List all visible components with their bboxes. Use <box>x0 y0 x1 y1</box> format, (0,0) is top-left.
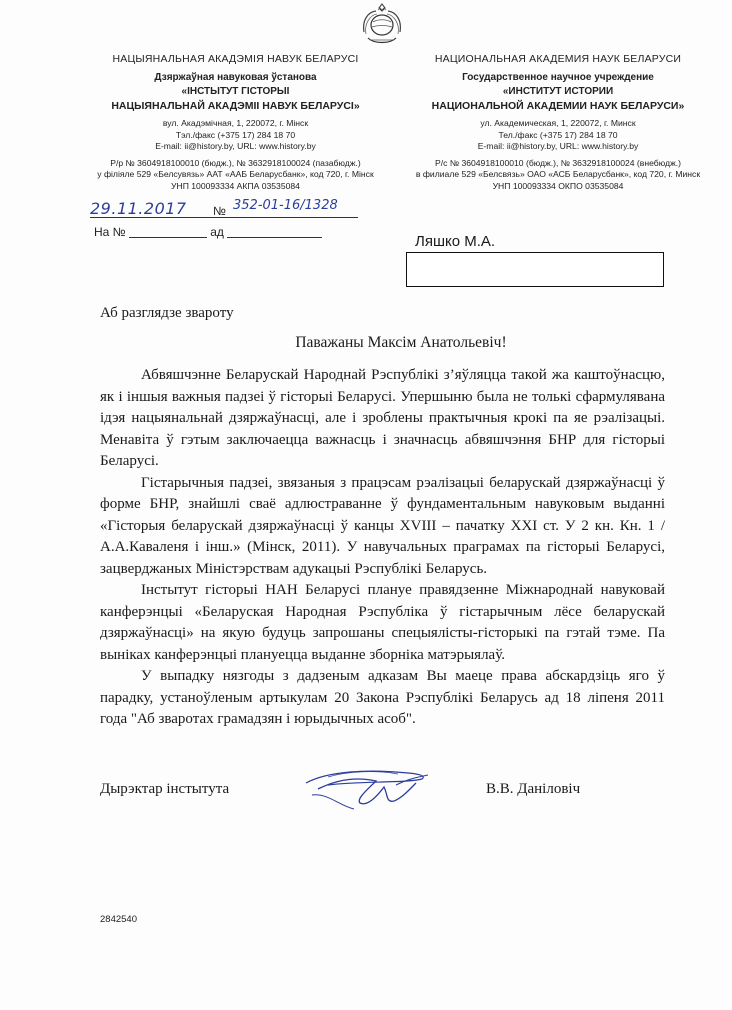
institution-type-ru: Государственное научное учреждение <box>462 72 654 83</box>
bank-account-by: Р/р № 3604918100010 (бюдж.), № 3632918100024 (пазабюдж.) <box>110 157 361 168</box>
body-paragraph: У выпадку нязгоды з дадзеным адказам Вы маеце права абскардзіць яго ў парадку, устаноўленым артыкулам 20 Закона Рэспублікі Беларусь ад 18 ліпеня 2011 года "Аб зваротах грамадзян і юрыдычных асоб". <box>100 668 665 727</box>
reply-reference <box>94 225 342 239</box>
body-paragraph: Гістарычныя падзеі, звязаныя з працэсам рэалізацыі беларускай дзяржаўнасці ў форме БНР, знайшлі сваё адлюстраванне ў фундаментальным навуковым выданні «Гісторыя беларускай дзяржаўнасці ў канцы XVIII – пачатку XXI ст. У 2 кн. Кн. 1 / А.А.Каваленя і інш.» (Мінск, 2011). У навучальных праграмах па гісторыі Беларусі, зацверджаных Міністэрствам адукацыі Рэспублікі Беларусь. <box>100 474 665 577</box>
academy-name-by: НАЦЫЯНАЛЬНАЯ АКАДЭМІЯ НАВУК БЕЛАРУСІ <box>112 53 359 65</box>
body-paragraph: Абвяшчэнне Беларускай Народнай Рэспублікі з’яўляцца такой жа каштоўнасцю, як і іншыя важныя падзеі ў гісторыі Беларусі. Упершыню была не толькі сфармулявана ідэя нацыянальнай дзяржаўнасці, але і зроблены практычныя крокі па яе рэалізацыі. Менавіта ў гэтым заключаецца важнасць і значнасць абвяшчэння БНР для гісторыі Беларусі. <box>100 367 665 469</box>
tax-ids-ru: УНП 100093334 ОКПО 03535084 <box>492 180 624 191</box>
academy-name-ru: НАЦИОНАЛЬНАЯ АКАДЕМИЯ НАУК БЕЛАРУСИ <box>434 53 682 65</box>
email-by: E-mail: ii@history.by, URL: www.history.by <box>155 141 316 151</box>
coat-of-arms-icon <box>358 2 406 48</box>
institution-name-ru: «ИНСТИТУТ ИСТОРИИ <box>502 86 614 97</box>
header-left <box>88 53 383 192</box>
institution-type-by: Дзяржаўная навуковая ўстанова <box>154 72 317 83</box>
addressee-name: Ляшко М.А. <box>415 233 496 250</box>
reply-date-blank <box>227 237 322 238</box>
institution-name-by: «ІНСТЫТУТ ГІСТОРЫІ <box>181 86 290 97</box>
letter-subject: Аб разглядзе звароту <box>100 305 234 321</box>
bank-branch-by: у філіяле 529 «Белсувязь» ААТ «ААБ Беларусбанк», код 720, г. Мінск <box>97 169 374 179</box>
address-ru: ул. Академическая, 1, 220072, г. Минск <box>480 118 636 128</box>
body-paragraph: Інстытут гісторыі НАН Беларусі плануе правядзенне Міжнароднай навуковай канферэнцыі «Беларуская Народная Рэспубліка ў гістарычным лёсе беларускай дзяржаўнасці» на якую будуць запрошаны спецыялісты-гісторыкі па гэтай тэме. Па выніках канферэнцыі плануецца выданне зборніка матэрыялаў. <box>100 582 665 663</box>
reply-number-label: На № <box>94 225 126 239</box>
institution-parent-by: НАЦЫЯНАЛЬНАЙ АКАДЭМІІ НАВУК БЕЛАРУСІ» <box>111 100 360 112</box>
phone-ru: Тел./факс (+375 17) 284 18 70 <box>498 129 618 140</box>
handwritten-reg-number: 352-01-16/1328 <box>233 198 338 213</box>
signatory-name: В.В. Даніловіч <box>486 781 581 797</box>
handwritten-date: 29.11.2017 <box>90 199 187 218</box>
tax-ids-by: УНП 100093334 АКПА 03535084 <box>171 180 300 191</box>
letter-greeting <box>0 334 732 352</box>
reference-underline <box>90 217 358 218</box>
bank-branch-ru: в филиале 529 «Белсвязь» ОАО «АСБ Беларусбанк», код 720, г. Минск <box>415 169 701 179</box>
redacted-address-box <box>406 252 664 287</box>
handwritten-signature <box>298 765 433 820</box>
header-right <box>408 53 708 192</box>
address-by: вул. Акадэмічная, 1, 220072, г. Мінск <box>162 118 309 128</box>
number-sign: № <box>213 204 226 218</box>
letter-body <box>100 365 665 731</box>
outgoing-reference <box>90 199 360 221</box>
phone-by: Тэл./факс (+375 17) 284 18 70 <box>175 129 296 140</box>
reply-number-blank <box>129 237 207 238</box>
document-code: 2842540 <box>100 914 137 925</box>
signatory-title: Дырэктар інстытута <box>100 781 230 797</box>
institution-parent-ru: НАЦИОНАЛЬНОЙ АКАДЕМИИ НАУК БЕЛАРУСИ» <box>431 100 685 112</box>
signature-block <box>0 775 732 835</box>
reply-date-label: ад <box>210 225 224 239</box>
bank-account-ru: Р/с № 3604918100010 (бюдж.), № 3632918100024 (внебюдж.) <box>435 157 681 168</box>
greeting-text: Паважаны Максім Анатольевіч! <box>295 334 507 351</box>
email-ru: E-mail: ii@history.by, URL: www.history.by <box>477 141 639 151</box>
